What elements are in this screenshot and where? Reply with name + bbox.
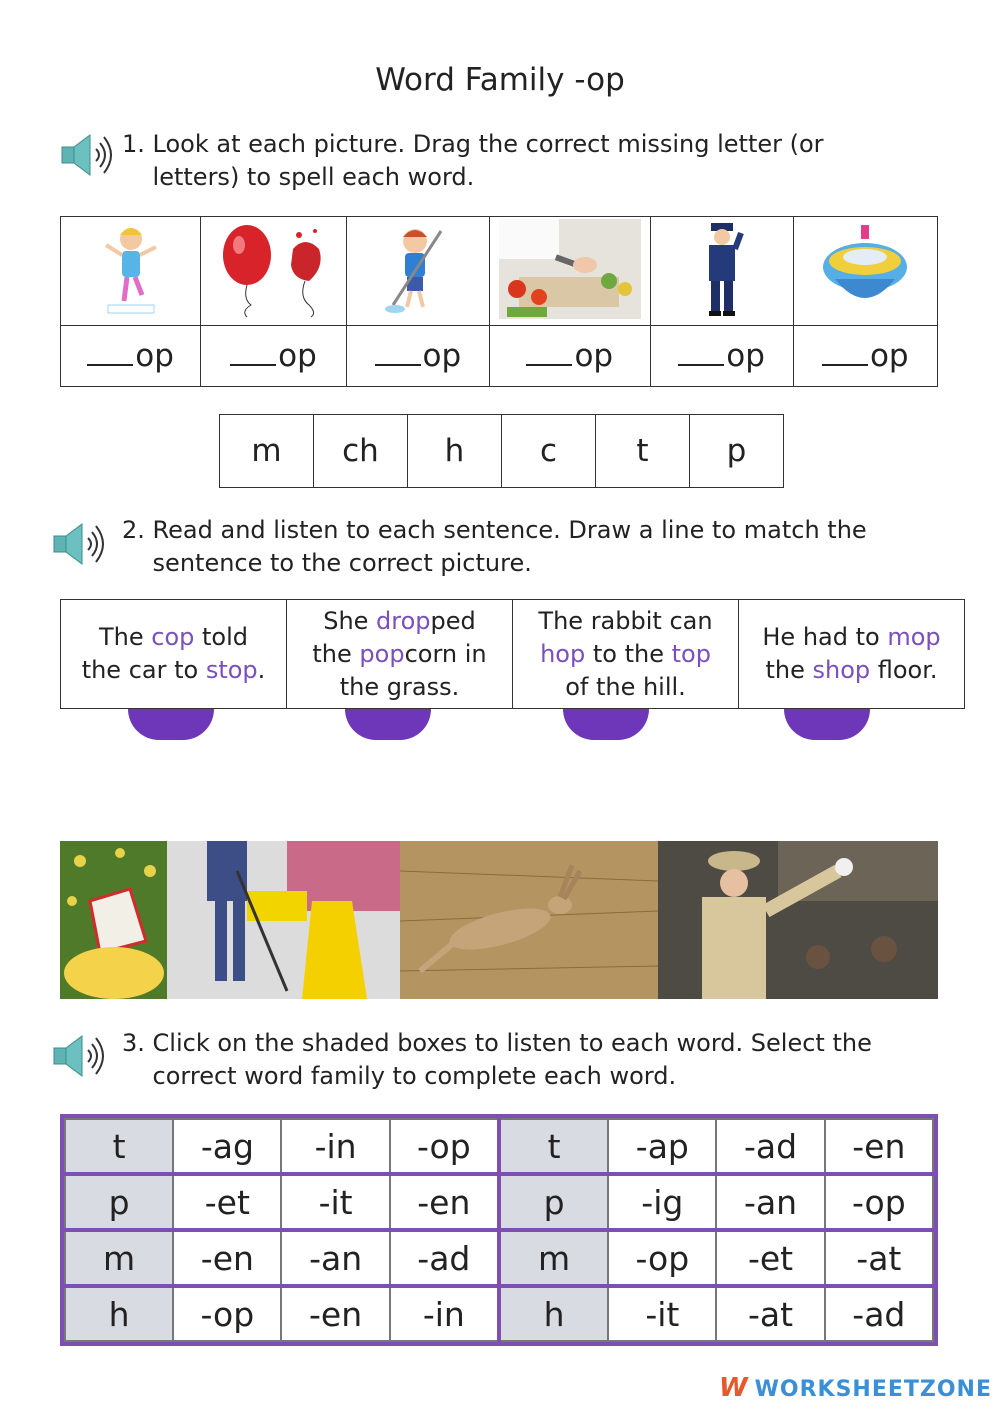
match-dot[interactable] [128, 709, 214, 740]
word-suffix: op [574, 338, 614, 374]
speaker-icon[interactable] [52, 1034, 112, 1078]
instruction-1 [122, 128, 922, 194]
instruction-2 [122, 514, 952, 580]
family-option[interactable]: -at [716, 1286, 824, 1341]
word-suffix: op [869, 338, 909, 374]
word-start-cell[interactable]: m [65, 1230, 173, 1286]
brand-name: WORKSHEETZONE [754, 1377, 992, 1402]
family-option[interactable]: -ag [173, 1119, 281, 1174]
match-dot[interactable] [563, 709, 649, 740]
family-option[interactable]: -ad [716, 1119, 824, 1174]
family-option[interactable]: -en [281, 1286, 389, 1341]
family-option[interactable]: -it [281, 1174, 389, 1230]
blank-word[interactable] [201, 326, 347, 387]
family-option[interactable]: -an [281, 1230, 389, 1286]
word-start-cell[interactable]: p [65, 1174, 173, 1230]
letter-bank [219, 414, 784, 488]
picture-cell [61, 217, 201, 326]
picture-table [60, 216, 938, 387]
instruction-3 [122, 1027, 952, 1093]
blank-word[interactable] [346, 326, 489, 387]
speaker-icon[interactable] [52, 522, 112, 566]
traffic-cop-photo[interactable] [658, 841, 938, 999]
family-option[interactable]: -et [716, 1230, 824, 1286]
word-family-table [64, 1118, 934, 1342]
brand-logo [719, 1373, 992, 1403]
family-option[interactable]: -op [173, 1286, 281, 1341]
blank-word[interactable] [489, 326, 650, 387]
match-dot[interactable] [784, 709, 870, 740]
page-title: Word Family -op [375, 62, 625, 98]
picture-cell [346, 217, 489, 326]
family-option[interactable]: -op [390, 1119, 499, 1174]
word-start-cell[interactable]: t [65, 1119, 173, 1174]
letter-tile[interactable]: h [408, 415, 502, 488]
family-option[interactable]: -en [390, 1174, 499, 1230]
family-option[interactable]: -ad [390, 1230, 499, 1286]
girl-hopping-icon [96, 221, 166, 317]
sentence-cell: The cop told the car to stop. [61, 600, 287, 709]
blank-word[interactable] [793, 326, 937, 387]
picture-cell [650, 217, 793, 326]
word-suffix: op [726, 338, 765, 374]
family-option[interactable]: -an [716, 1174, 824, 1230]
sentence-table [60, 599, 965, 709]
boy-mopping-icon [383, 221, 453, 317]
word-start-cell[interactable]: h [499, 1286, 608, 1341]
word-start-cell[interactable]: p [499, 1174, 608, 1230]
word-start-cell[interactable]: t [499, 1119, 608, 1174]
letter-tile[interactable]: m [220, 415, 314, 488]
running-rabbit-photo[interactable] [400, 841, 658, 999]
picture-cell [793, 217, 937, 326]
instruction-number: 1. [122, 130, 145, 158]
letter-tile[interactable]: ch [314, 415, 408, 488]
family-option[interactable]: -in [390, 1286, 499, 1341]
speaker-icon[interactable] [60, 133, 120, 177]
word-suffix: op [422, 338, 462, 374]
family-option[interactable]: -ap [608, 1119, 716, 1174]
instruction-text: Look at each picture. Drag the correct missing letter (or letters) to spell each word. [152, 130, 824, 191]
family-option[interactable]: -en [173, 1230, 281, 1286]
family-option[interactable]: -op [825, 1174, 933, 1230]
instruction-text: Click on the shaded boxes to listen to each word. Select the correct word family to complete each word. [152, 1029, 872, 1090]
popcorn-photo[interactable] [60, 841, 167, 999]
family-option[interactable]: -ad [825, 1286, 933, 1341]
picture-cell [489, 217, 650, 326]
chopping-vegetables-icon [499, 219, 641, 319]
sentence-cell: She dropped the popcorn in the grass. [287, 600, 513, 709]
police-officer-icon [697, 219, 747, 319]
sentence-cell: He had to mop the shop floor. [739, 600, 965, 709]
mopping-floor-photo[interactable] [167, 841, 400, 999]
family-option[interactable]: -it [608, 1286, 716, 1341]
picture-cell [201, 217, 347, 326]
match-dot[interactable] [345, 709, 431, 740]
family-option[interactable]: -at [825, 1230, 933, 1286]
blank-word[interactable] [61, 326, 201, 387]
instruction-number: 3. [122, 1029, 145, 1057]
spinning-top-icon [817, 221, 913, 317]
family-option[interactable]: -ig [608, 1174, 716, 1230]
sentence-cell: The rabbit can hop to the top of the hill. [513, 600, 739, 709]
letter-tile[interactable]: c [502, 415, 596, 488]
letter-tile[interactable]: t [596, 415, 690, 488]
family-option[interactable]: -op [608, 1230, 716, 1286]
popped-balloon-icon [213, 219, 333, 319]
word-start-cell[interactable]: m [499, 1230, 608, 1286]
brand-mark-icon: W [718, 1373, 749, 1403]
word-suffix: op [135, 338, 174, 374]
blank-word[interactable] [650, 326, 793, 387]
family-option[interactable]: -en [825, 1119, 933, 1174]
word-suffix: op [278, 338, 317, 374]
family-option[interactable]: -in [281, 1119, 389, 1174]
word-family-grid [60, 1114, 938, 1346]
instruction-number: 2. [122, 516, 145, 544]
instruction-text: Read and listen to each sentence. Draw a line to match the sentence to the correct picture. [152, 516, 867, 577]
letter-tile[interactable]: p [690, 415, 784, 488]
word-start-cell[interactable]: h [65, 1286, 173, 1341]
family-option[interactable]: -et [173, 1174, 281, 1230]
